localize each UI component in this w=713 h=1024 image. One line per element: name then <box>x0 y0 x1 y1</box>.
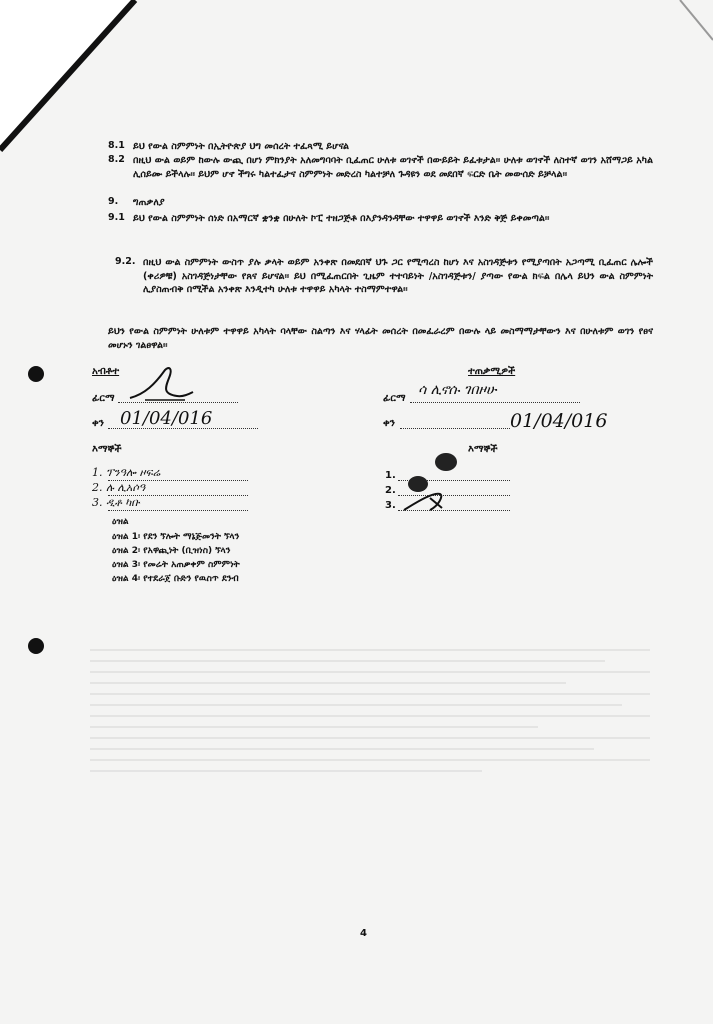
clause-number: 9.2. <box>115 256 136 267</box>
left-signature-mark <box>125 364 195 406</box>
annex-heading: ዕዝል <box>112 517 129 527</box>
right-sign-value: ሳ ሊኖሱ ገበዞሁ <box>418 382 497 398</box>
left-party-heading: አብቶተ <box>92 366 120 377</box>
right-party-heading: ተጠቃሚዎች <box>468 366 516 377</box>
left-witness-line <box>108 480 248 481</box>
right-date-label: ቀን <box>383 418 395 429</box>
section-title: ግጠቃለያ <box>133 197 165 208</box>
clause-number: 8.2 <box>108 154 125 165</box>
left-date-value: 01/04/016 <box>120 408 213 429</box>
clause-text: ይህ የውል ስምምነት ሰነድ በአማርኛ ቋንቋ በሁለት ኮፒ ተዘጋጅቶ በእያንዳንዳቸው ተዋዋይ ወገኖች እንድ ቅጅ ይቀመጣል፡፡ <box>133 213 550 224</box>
right-witness-heading: እማኞች <box>468 444 498 455</box>
clause-number: 9. <box>108 196 119 207</box>
clause-number: 9.1 <box>108 212 125 223</box>
left-witness-heading: እማኞች <box>92 444 122 455</box>
right-date-value: 01/04/016 <box>510 410 608 432</box>
left-witness-line <box>108 510 248 511</box>
closing-statement: ይህን የውል ስምምነት ሁለቱም ተዋዋይ አካላት ባላቸው ስልጣን እና ሃላፊት መሰረት በመፈራረም በውሉ ላይ መስማማታቸውን እና በሁለቱም ወገን የፀና መሆኑን ገልፀዋል፡፡ <box>108 326 653 351</box>
clause-number: 8.1 <box>108 140 125 151</box>
left-witness-3: 3. ዲቶ ካቡ <box>92 496 140 509</box>
right-sign-line <box>410 402 580 403</box>
right-date-line <box>400 428 510 429</box>
punch-hole-bottom <box>28 638 44 654</box>
bleed-through-area <box>90 640 650 900</box>
right-witness-2: 2. <box>385 485 396 496</box>
annex-item: ዕዝል 3፡ የመሬት አጠቃቀም ስምምነት <box>112 560 240 570</box>
annex-item: ዕዝል 2፡ የአዋጪነት (ቢዝነስ) ኘላን <box>112 546 231 556</box>
clause-text: በዚህ ውል ወይም ከውሉ ውጪ በሆነ ምክንያት አለመግባባት ቢፈጠር ሁለቱ ወገኖች በውይይት ይፈቱታል፡፡ ሁለቱ ወገኖች ለስተኛ ወገን አሸማጋይ አካል ሊሰይሙ ይችላሉ፡፡ ይህም ሆኖ ችግሩ ካልተፈታና ስምምነት መድረስ ካልተቻለ ጉዳዩን ወደ መደበኛ ፍርድ ቤት መውሰድ ይቻላል፡፡ <box>133 155 653 180</box>
right-witness-1: 1. <box>385 470 396 481</box>
annex-item: ዕዝል 1፡ የደን ኘሎት ማኔጅመንት ኘላን <box>112 532 240 542</box>
clause-text: ይህ የውል ስምምነት በኢትዮጵያ ህግ መሰረት ተፈጻሚ ይሆናል <box>133 141 350 152</box>
fingerprint-marks <box>400 448 470 518</box>
left-date-label: ቀን <box>92 418 104 429</box>
left-witness-line <box>108 495 248 496</box>
punch-hole-top <box>28 366 44 382</box>
left-witness-1: 1. ፕንዓሎ ዞፍሬ <box>92 466 161 479</box>
annex-item: ዕዝል 4፡ የተደራጀ ቡድን የዉስጥ ደንብ <box>112 574 239 584</box>
left-sign-label: ፊርማ <box>92 393 115 404</box>
right-sign-label: ፊርማ <box>383 393 406 404</box>
page-number: 4 <box>360 928 367 939</box>
right-witness-3: 3. <box>385 500 396 511</box>
left-witness-2: 2. ሉ ሊአሶዓ <box>92 481 146 494</box>
clause-text: በዚህ ውል ስምምነት ውስጥ ያሉ ቃላት ወይም አንቀጽ በመደበኛ ህጉ ጋር የሚጣረስ ከሆነ እና አስገዳጅቱን የሚያጣበት አጋጣሚ ቢፈጠር ሌሎች (ቀሪዎቹ) አስገዳጅነታቸው የጸና ይሆናል፡፡ ይህ በሚፈጠርበት ጊዜም ተተባይነት /አስገዳጅቱን/ ያጣው የውል ክፍል በሌላ ይህን ውል ስምምነት ሊያስጠብቅ በሚችል አንቀጽ እንዲተካ ሁለቱ ተዋዋይ አካላት ተስማምተዋል፡፡ <box>143 257 653 295</box>
